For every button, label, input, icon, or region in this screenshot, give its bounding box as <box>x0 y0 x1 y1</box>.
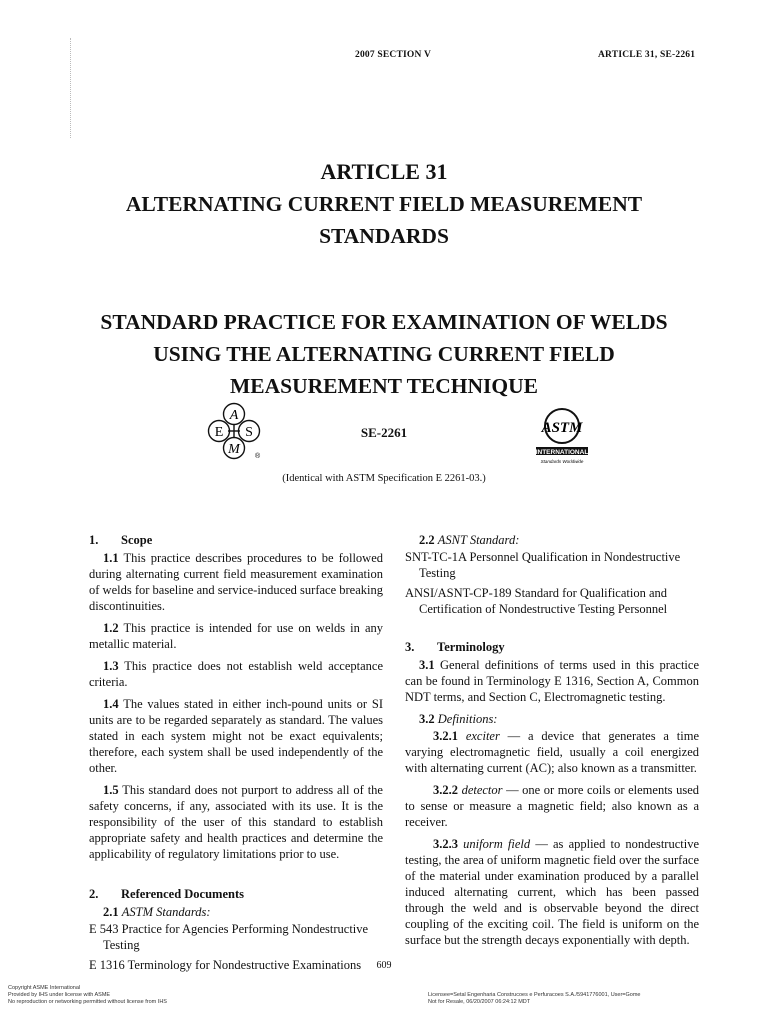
standard-title-line3: MEASUREMENT TECHNIQUE <box>229 374 539 398</box>
article-title <box>0 156 768 252</box>
para-3-2-1: 3.2.1 exciter — a device that generates a time varying electromagnetic field, usually a coil energized with alternating current (AC); also known as a transmitter. <box>405 729 699 775</box>
reference-e543: E 543 Practice for Agencies Performing Nondestructive Testing <box>89 922 369 952</box>
standard-title-line1: STANDARD PRACTICE FOR EXAMINATION OF WELDS <box>100 310 668 334</box>
para-2-1: 2.1 ASTM Standards: <box>103 905 211 919</box>
page-number: 609 <box>376 960 392 971</box>
para-3-2-2: 3.2.2 detector — one or more coils or elements used to sense or measure a magnetic field; also known as a receiver. <box>405 783 699 829</box>
footer-right <box>428 992 760 1006</box>
svg-text:®: ® <box>255 453 261 460</box>
para-1-5: 1.5 This standard does not purport to address all of the safety concerns, if any, associated with its use. It is the responsibility of the user of this standard to establish appropriate safety and health practices and determine the applicability of regulatory limitations prior to use. <box>89 783 383 861</box>
svg-text:ASTM: ASTM <box>541 420 583 436</box>
footer-not-for-resale: Not for Resale, 06/20/2007 06:24:12 MDT <box>428 999 531 1005</box>
astm-emblem-icon <box>532 402 592 468</box>
footer-left <box>8 985 308 1006</box>
astm-logo <box>532 402 592 468</box>
reference-snt-tc-1a: SNT-TC-1A Personnel Qualification in Nondestructive Testing <box>405 550 681 580</box>
svg-text:Standards Worldwide: Standards Worldwide <box>540 459 584 464</box>
reference-e1316: E 1316 Terminology for Nondestructive Examinations <box>89 958 362 972</box>
identical-note: (Identical with ASTM Specification E 2261-03.) <box>282 473 486 484</box>
footer-no-reproduction: No reproduction or networking permitted without license from IHS <box>8 999 167 1005</box>
section-3-heading: 3. Terminology <box>405 640 505 654</box>
standard-designation: SE-2261 <box>360 425 408 440</box>
svg-text:M: M <box>228 442 240 457</box>
footer-provided: Provided by IHS under license with ASME <box>8 992 111 998</box>
para-3-2: 3.2 Definitions: <box>419 712 498 726</box>
svg-text:INTERNATIONAL: INTERNATIONAL <box>535 449 589 456</box>
para-3-2-3: 3.2.3 uniform field — as applied to nondestructive testing, the area of uniform magnetic field over the surface of the material under examination produced by a parallel induced alternating current, which has been passed through the weld and is observable beyond the direct coupling of the exciting coil. The field is uniform on the surface but the strength decays exponentially with depth. <box>405 837 699 947</box>
para-1-1: 1.1 This practice describes procedures to be followed during alternating current field measurement examination of welds for baseline and service-induced surface breaking discontinuities. <box>89 551 383 613</box>
svg-text:S: S <box>245 425 253 440</box>
svg-text:A: A <box>229 408 239 423</box>
para-2-2: 2.2 ASNT Standard: <box>419 533 520 547</box>
margin-marks <box>70 38 75 138</box>
right-column <box>405 532 699 954</box>
left-column <box>89 532 383 977</box>
standard-title <box>0 306 768 402</box>
article-title-line3: STANDARDS <box>319 224 449 248</box>
svg-text:E: E <box>214 425 224 440</box>
para-3-1: 3.1 General definitions of terms used in this practice can be found in Terminology E 1316, Section A, Common NDT terms, and Section C, Electromagnetic testing. <box>405 658 699 704</box>
footer-copyright: Copyright ASME International <box>8 985 81 991</box>
para-1-4: 1.4 The values stated in either inch-pound units or SI units are to be regarded separately as standard. The values stated in each system might not be exact equivalents; therefore, each system shall be used independently of the other. <box>89 697 383 775</box>
article-title-line2: ALTERNATING CURRENT FIELD MEASUREMENT <box>125 192 643 216</box>
running-header-center: 2007 SECTION V <box>355 50 432 60</box>
running-header-right: ARTICLE 31, SE-2261 <box>598 50 696 60</box>
article-title-line1: ARTICLE 31 <box>320 159 448 184</box>
section-2-heading: 2. Referenced Documents <box>89 887 244 901</box>
reference-cp-189: ANSI/ASNT-CP-189 Standard for Qualification and Certification of Nondestructive Testing Personnel <box>405 586 668 616</box>
section-1-heading: 1. Scope <box>89 533 153 547</box>
para-1-2: 1.2 This practice is intended for use on welds in any metallic material. <box>89 621 383 651</box>
para-1-3: 1.3 This practice does not establish weld acceptance criteria. <box>89 659 384 689</box>
standard-title-line2: USING THE ALTERNATING CURRENT FIELD <box>153 342 615 366</box>
footer-licensee: Licensee=Setal Engenharia Construcoes e Perfuracoes S.A./5941776001, User=Gome <box>428 992 641 998</box>
